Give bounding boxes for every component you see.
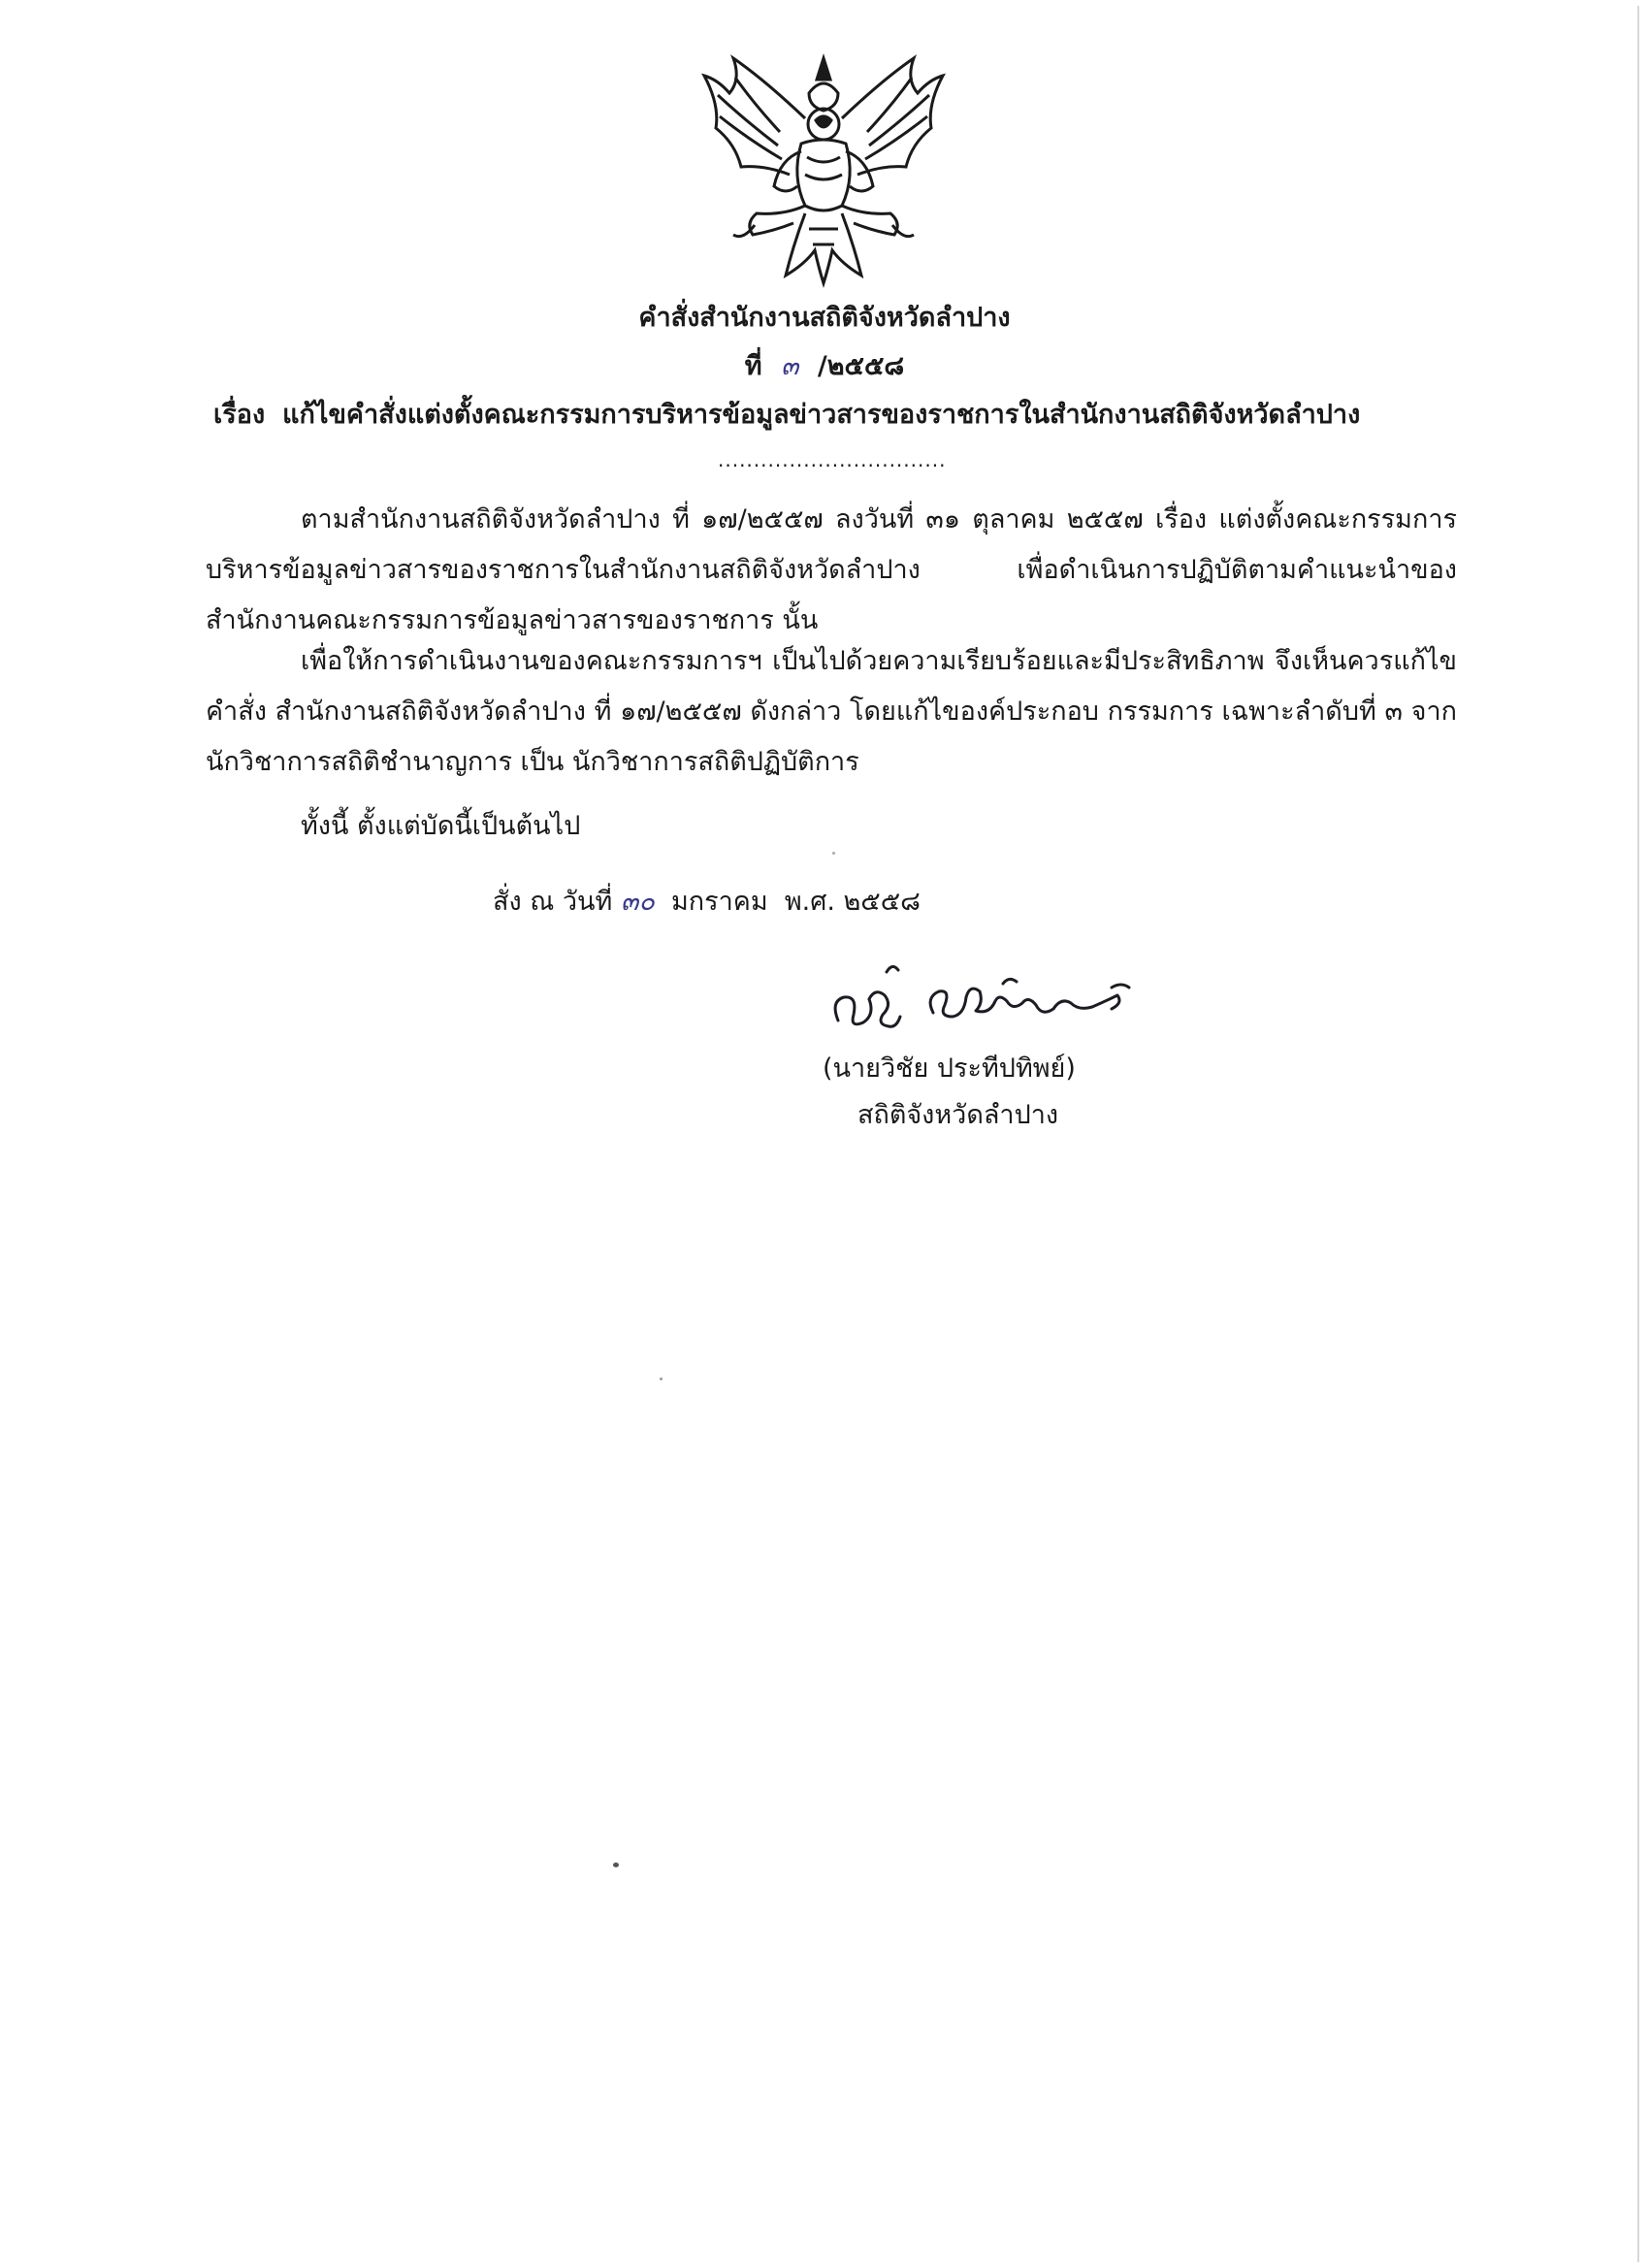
effective-clause: ทั้งนี้ ตั้งแต่บัดนี้เป็นต้นไป — [301, 811, 581, 841]
subject-text: แก้ไขคำสั่งแต่งตั้งคณะกรรมการบริหารข้อมูลข่าวสารของราชการในสำนักงานสถิติจังหวัดลำปาง — [282, 400, 1361, 430]
page-edge — [6, 6, 1639, 2262]
body-paragraph-2 — [206, 636, 1457, 788]
body-paragraph-2-text: เพื่อให้การดำเนินงานของคณะกรรมการฯ เป็นไปด้วยความเรียบร้อยและมีประสิทธิภาพ จึงเห็นควรแก้ไขคำสั่ง สำนักงานสถิติจังหวัดลำปาง ที่ ๑๗/๒๕๕๗ ดังกล่าว โดยแก้ไของค์ประกอบ กรรมการ เฉพาะลำดับที่ ๓ จากนักวิชาการสถิติชำนาญการ เป็น นักวิชาการสถิติปฏิบัติการ — [206, 646, 1457, 777]
subject-line — [213, 396, 1474, 435]
scan-speck — [660, 1377, 663, 1380]
signatory-name: (นายวิชัย ประทีปทิพย์) — [823, 1053, 1076, 1084]
signatory-position: สถิติจังหวัดลำปาง — [857, 1100, 1059, 1130]
given-date — [493, 883, 921, 922]
subject-label: เรื่อง — [213, 400, 266, 430]
scan-speck — [613, 1863, 619, 1867]
body-paragraph-1 — [206, 495, 1457, 646]
body-paragraph-1-text: ตามสำนักงานสถิติจังหวัดลำปาง ที่ ๑๗/๒๕๕๗ ลงวันที่ ๓๑ ตุลาคม ๒๕๕๗ เรื่อง แต่งตั้งคณะกรรมการบริหารข้อมูลข่าวสารของราชการในสำนักงานสถิติจังหวัดลำปาง เพื่อดำเนินการปฏิบัติตามคำแนะนำของสำนักงานคณะกรรมการข้อมูลข่าวสารของราชการ นั้น — [206, 504, 1457, 635]
order-number — [0, 347, 1649, 386]
signature — [824, 958, 1135, 1055]
order-number-handwritten: ๓ — [780, 351, 799, 381]
document-title: คำสั่งสำนักงานสถิติจังหวัดลำปาง — [638, 303, 1011, 333]
given-day-handwritten: ๓๐ — [620, 887, 655, 917]
order-number-prefix: ที่ — [744, 351, 762, 381]
separator: ................................ — [718, 448, 947, 471]
scan-speck — [832, 852, 835, 855]
given-date-prefix: สั่ง ณ วันที่ — [493, 887, 621, 917]
given-date-suffix: มกราคม พ.ศ. ๒๕๕๘ — [654, 887, 922, 917]
garuda-emblem — [696, 50, 951, 289]
order-number-year: /๒๕๕๘ — [817, 351, 905, 381]
